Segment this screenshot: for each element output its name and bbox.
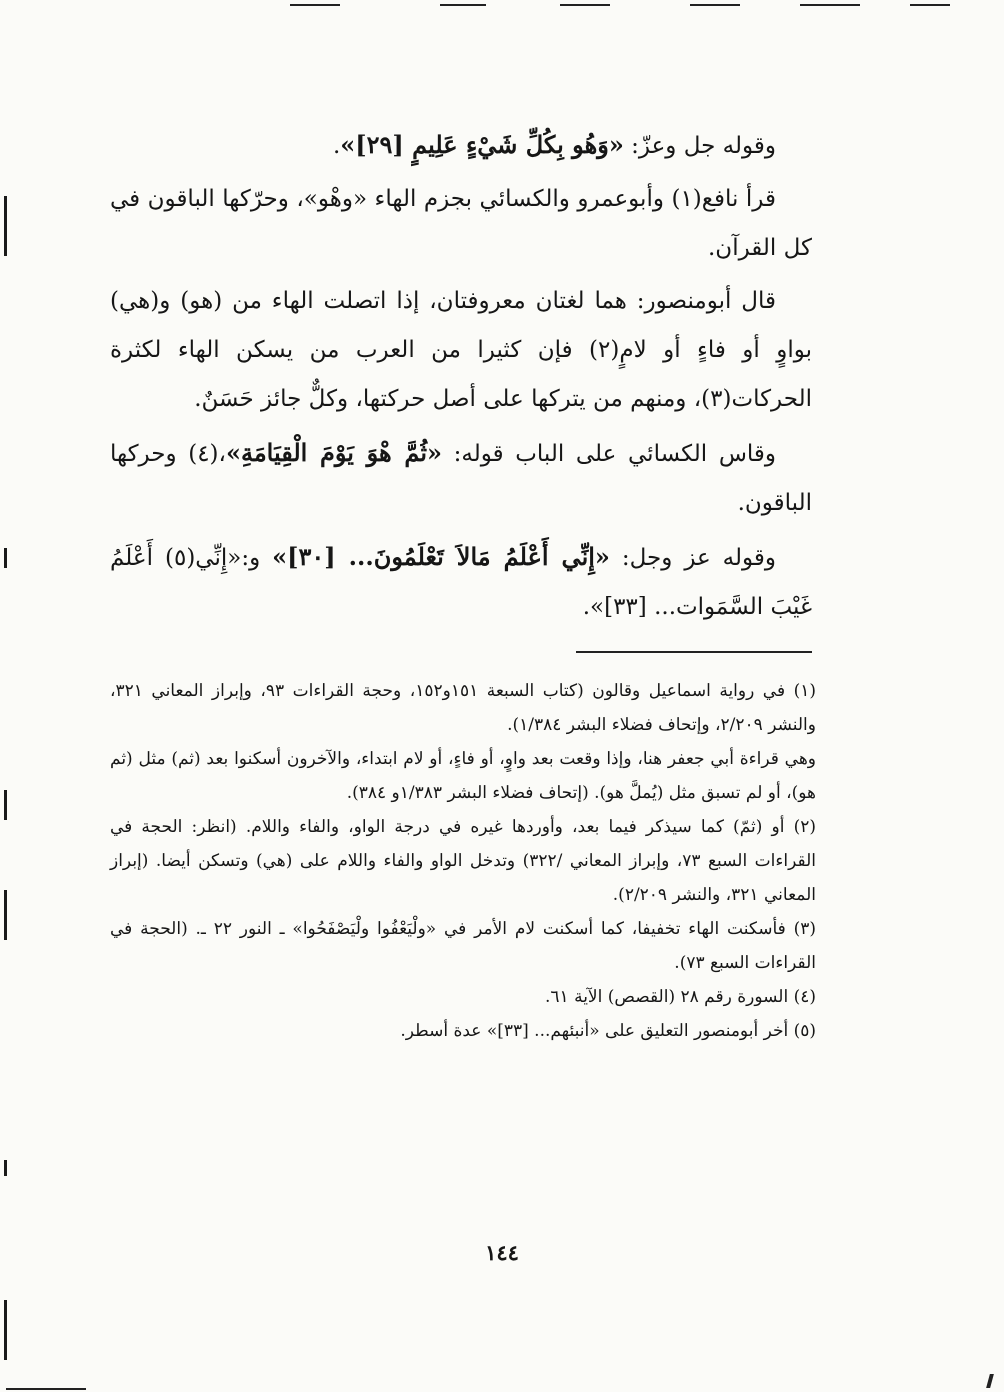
quran-quote: «إِنِّي أَعْلَمُ مَالاَ تَعْلَمُونَ... [٣٠]» bbox=[272, 542, 610, 571]
page-number: ١٤٤ bbox=[485, 1240, 519, 1265]
scan-edge-mark bbox=[4, 790, 7, 820]
footnote: وهي قراءة أبي جعفر هنا، وإذا وقعت بعد واوٍ، أو فاءٍ، أو لام ابتداء، والآخرون أسكنوا بعد (ثم) مثل (ثم هو)، أو لم تسبق مثل (يُملَّ هو). (إتحاف فضلاء البشر ١/٣٨٣و ٣٨٤). bbox=[110, 749, 816, 803]
footnote: (١) في رواية اسماعيل وقالون (كتاب السبعة ١٥١و١٥٢، وحجة القراءات ٩٣، وإبراز المعاني ٣٢١، والنشر ٢/٢٠٩، وإتحاف فضلاء البشر ١/٣٨٤). bbox=[110, 681, 817, 735]
scan-edge-mark bbox=[4, 196, 7, 256]
scan-corner-mark bbox=[986, 1374, 994, 1388]
quran-quote: «ثُمَّ هْوَ يَوْمَ الْقِيَامَةِ» bbox=[225, 438, 443, 467]
footnote: (٣) فأسكنت الهاء تخفيفا، كما أسكنت لام الأمر في «ولْيَعْفُوا ولْيَصْفَحُوا» ـ النور ٢٢ ـ. (الحجة في القراءات السبع ٧٣). bbox=[110, 919, 816, 973]
paragraph-text: . bbox=[332, 133, 341, 159]
footnote-divider bbox=[576, 651, 812, 653]
paragraph bbox=[110, 175, 812, 273]
paragraph-text: ،(٤) وحركها الباقون. bbox=[110, 441, 812, 516]
scan-corner-mark bbox=[6, 1388, 86, 1390]
scan-edge-mark bbox=[4, 548, 7, 568]
paragraph bbox=[110, 277, 812, 424]
scan-edge-mark bbox=[4, 1160, 7, 1176]
paragraph-text: وقاس الكسائي على الباب قوله: bbox=[442, 441, 777, 467]
paragraph bbox=[110, 120, 812, 171]
paragraph-text: وقوله عز وجل: bbox=[609, 545, 777, 571]
paragraph-text: قال أبومنصور: هما لغتان معروفتان، إذا اتصلت الهاء من (هو) و(هي) بواوٍ أو فاءٍ أو لامٍ(٢) فإن كثيرا من العرب من يسكن الهاء لكثرة الحركات(٣)، ومنهم من يتركها على أصل حركتها، وكلٌّ جائز حَسَنٌ. bbox=[110, 288, 812, 412]
quran-quote: «وَهُو بِكُلِّ شَيْءٍ عَلِيمٍ [٢٩]» bbox=[340, 130, 624, 159]
scan-edge-mark bbox=[4, 890, 7, 940]
paragraph-text: و:«إِنِّي(٥) أَعْلَمُ غَيْبَ السَّمَوات... [٣٣]». bbox=[110, 545, 812, 620]
scan-edge-mark bbox=[4, 1300, 7, 1360]
footnote: (٤) السورة رقم ٢٨ (القصص) الآية ٦١. bbox=[545, 987, 816, 1007]
main-text bbox=[110, 120, 812, 632]
paragraph bbox=[110, 532, 812, 632]
paragraph-text: وقوله جل وعزّ: bbox=[623, 133, 776, 159]
footnotes bbox=[110, 674, 816, 1048]
scan-top-edge bbox=[0, 0, 1004, 10]
footnote: (٢) أو (ثمّ) كما سيذكر فيما بعد، وأوردها غيره في درجة الواو، والفاء واللام. (انظر: الحجة في القراءات السبع ٧٣، وإبراز المعاني /٣٢٢) وتدخل الواو والفاء واللام على (هي) وتسكن أيضا. (إبراز المعاني ٣٢١، والنشر ٢/٢٠٩). bbox=[110, 817, 816, 905]
paragraph bbox=[110, 428, 812, 528]
paragraph-text: قرأ نافع(١) وأبوعمرو والكسائي بجزم الهاء «وهْو»، وحرّكها الباقون في كل القرآن. bbox=[110, 186, 812, 261]
footnote: (٥) أخر أبومنصور التعليق على «أنبئهم... [٣٣]» عدة أسطر. bbox=[400, 1021, 816, 1041]
